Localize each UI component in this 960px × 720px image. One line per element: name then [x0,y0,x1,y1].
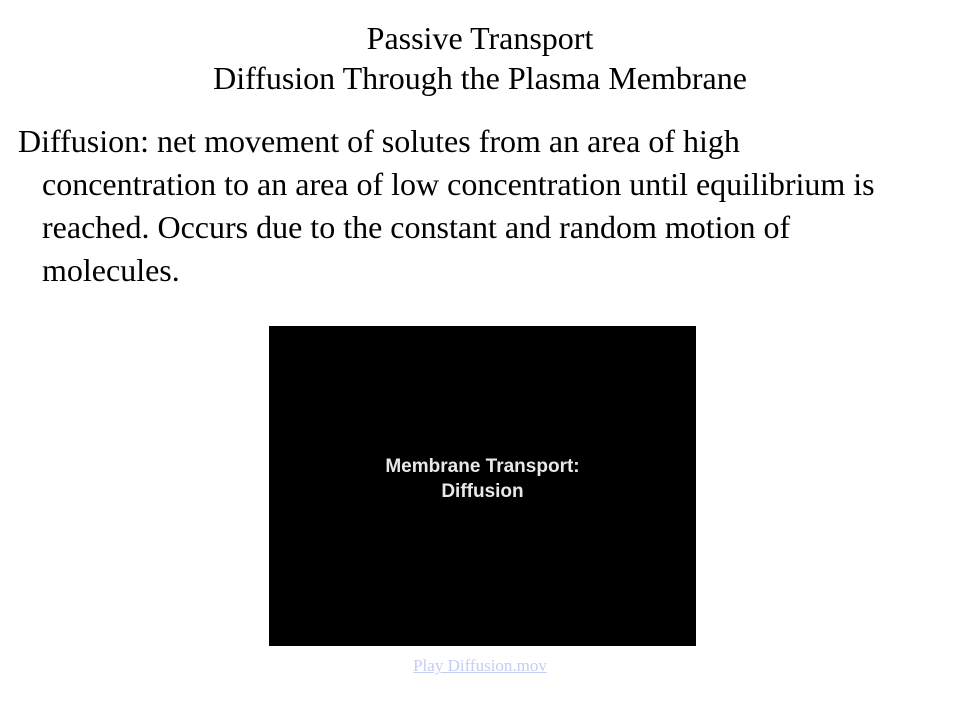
title-line-1: Passive Transport [366,20,594,56]
video-player[interactable] [269,326,696,646]
play-video-link[interactable]: Play Diffusion.mov [413,656,547,675]
video-title-line-2: Diffusion [441,481,524,502]
definition-paragraph: Diffusion: net movement of solutes from an area of high concentration to an area of low concentration until equilibrium is reached. Occurs due to the constant and random motion of molecules. [18,123,875,288]
slide-title [0,18,960,98]
play-link-container [0,655,960,677]
video-title-card [385,454,579,504]
title-line-2: Diffusion Through the Plasma Membrane [213,60,747,96]
video-title-line-1: Membrane Transport: [385,456,580,477]
